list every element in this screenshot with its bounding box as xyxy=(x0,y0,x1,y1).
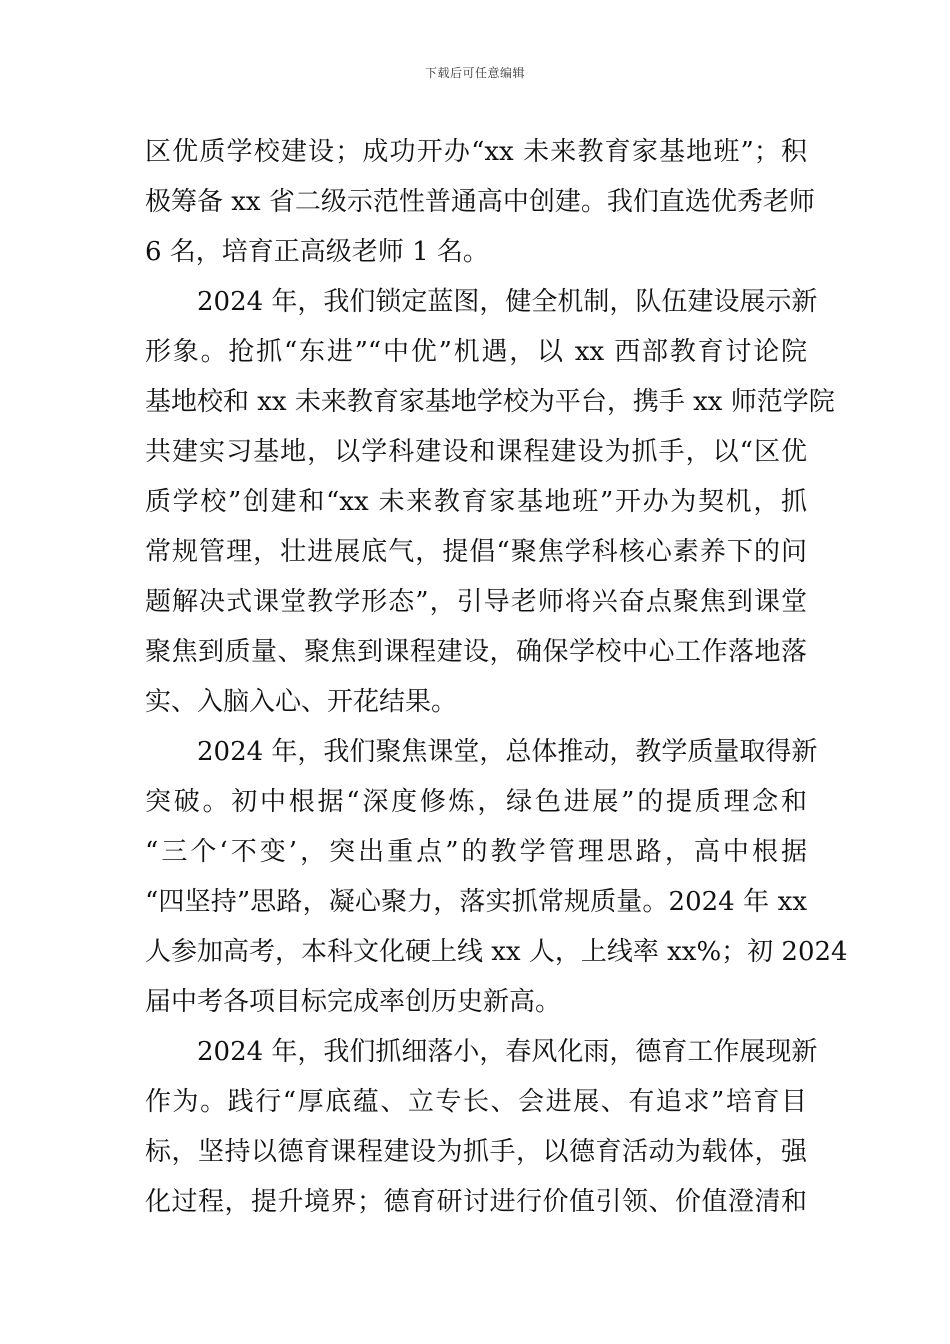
text-line: 形象。抢抓“东进”“中优”机遇，以 xx 西部教育讨论院 xyxy=(145,337,807,367)
text-line: 突破。初中根据“深度修炼，绿色进展”的提质理念和 xyxy=(145,787,807,817)
paragraph-start-line: 2024 年，我们聚焦课堂，总体推动，教学质量取得新 xyxy=(197,737,818,767)
text-line: 质学校”创建和“xx 未来教育家基地班”开办为契机，抓 xyxy=(145,487,807,517)
page-header-note: 下载后可任意编辑 xyxy=(424,66,525,80)
text-line: 基地校和 xx 未来教育家基地学校为平台，携手 xx 师范学院 xyxy=(145,387,835,417)
text-line: 6 名，培育正高级老师 1 名。 xyxy=(145,237,489,267)
text-line: 聚焦到质量、聚焦到课程建设，确保学校中心工作落地落 xyxy=(145,637,807,667)
paragraph-start-line: 2024 年，我们抓细落小，春风化雨，德育工作展现新 xyxy=(197,1037,818,1067)
text-line: 实、入脑入心、开花结果。 xyxy=(145,687,458,717)
paragraph-start-line: 2024 年，我们锁定蓝图，健全机制，队伍建设展示新 xyxy=(197,287,818,317)
text-line: “四坚持”思路，凝心聚力，落实抓常规质量。2024 年 xx xyxy=(145,887,807,917)
text-line: 作为。践行“厚底蕴、立专长、会进展、有追求”培育目 xyxy=(145,1087,807,1117)
text-line: 常规管理，壮进展底气，提倡“聚焦学科核心素养下的问 xyxy=(145,537,807,567)
document-body xyxy=(145,127,848,1227)
text-line: 题解决式课堂教学形态”，引导老师将兴奋点聚焦到课堂 xyxy=(145,587,807,617)
text-line: 届中考各项目标完成率创历史新高。 xyxy=(145,987,562,1017)
text-line: 极筹备 xx 省二级示范性普通高中创建。我们直选优秀老师 xyxy=(145,187,815,217)
text-line: 共建实习基地，以学科建设和课程建设为抓手，以“区优 xyxy=(145,437,807,467)
text-line: 标，坚持以德育课程建设为抓手，以德育活动为载体，强 xyxy=(145,1137,807,1167)
text-line: “三个‘不变’，突出重点”的教学管理思路，高中根据 xyxy=(145,837,807,867)
text-line: 化过程，提升境界；德育研讨进行价值引领、价值澄清和 xyxy=(145,1187,807,1217)
text-line: 区优质学校建设；成功开办“xx 未来教育家基地班”；积 xyxy=(145,137,807,167)
text-line: 人参加高考，本科文化硬上线 xx 人，上线率 xx%；初 2024 xyxy=(145,937,848,967)
